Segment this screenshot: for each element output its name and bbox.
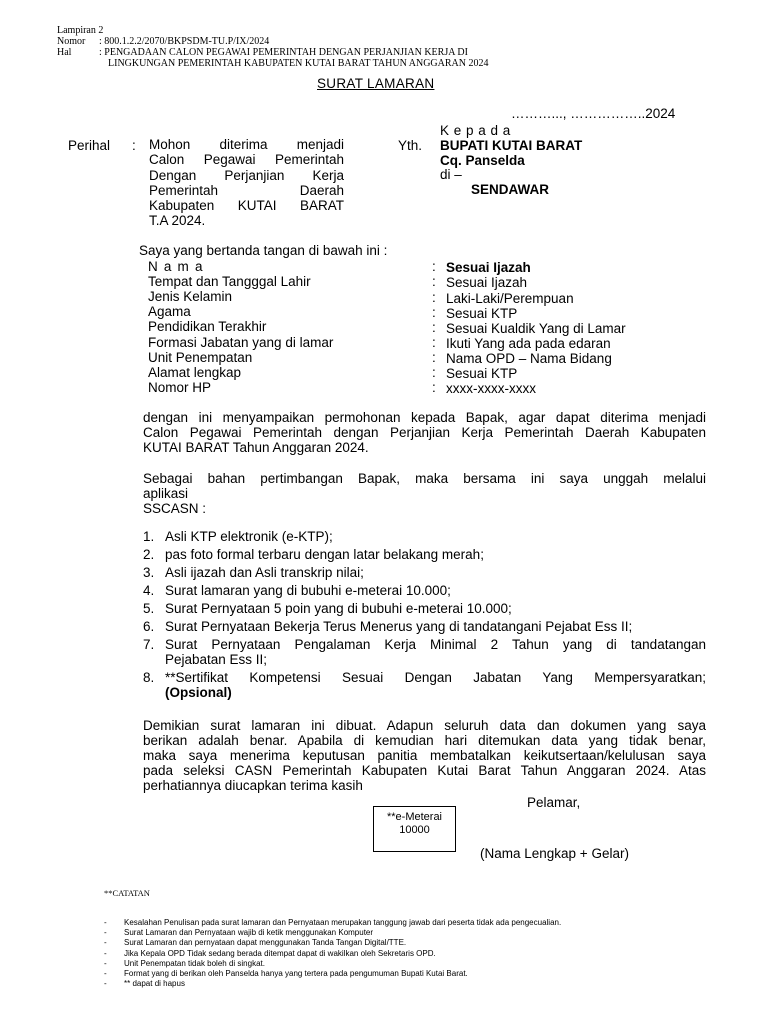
di-label: di –: [440, 167, 462, 182]
list-number: 4.: [143, 583, 155, 598]
note-text: ** dapat di hapus: [124, 979, 185, 989]
lampiran-label: Lampiran 2: [57, 25, 104, 36]
list-number: 1.: [143, 529, 155, 544]
field-colon: :: [432, 320, 436, 335]
list-text: **Sertifikat Kompetensi Sesuai Dengan Jabatan Yang Mempersyaratkan;: [165, 670, 706, 685]
field-label: Alamat lengkap: [148, 365, 242, 380]
field-label: Agama: [148, 304, 191, 319]
perihal-line: Calon Pegawai Pemerintah: [149, 152, 344, 168]
field-label: Unit Penempatan: [148, 350, 253, 365]
list-number: 3.: [143, 565, 155, 580]
document-title: SURAT LAMARAN: [317, 76, 435, 91]
field-label: Nomor HP: [148, 380, 212, 395]
perihal-line: Pemerintah Daerah: [149, 182, 344, 198]
list-number: 2.: [143, 547, 155, 562]
field-label: Jenis Kelamin: [148, 289, 233, 304]
kepada-label: K e p a d a: [440, 123, 511, 138]
note-item: [104, 928, 561, 938]
field-value: xxxx-xxxx-xxxx: [446, 381, 536, 396]
paragraph-line: dengan ini menyampaikan permohonan kepada Bapak, agar dapat diterima menjadi: [143, 410, 706, 425]
place-name: SENDAWAR: [471, 182, 550, 197]
hal-label: Hal: [57, 47, 72, 58]
document-list: [143, 529, 706, 703]
note-item: [104, 959, 561, 969]
nomor-label: Nomor: [57, 36, 86, 47]
list-item: [143, 529, 706, 544]
note-item: [104, 969, 561, 979]
field-label: Tempat dan Tangggal Lahir: [148, 274, 311, 289]
note-bullet: -: [104, 969, 107, 979]
intro-text: Saya yang bertanda tangan di bawah ini :: [139, 243, 388, 258]
field-value: Sesuai Kualdik Yang di Lamar: [446, 321, 626, 336]
perihal-line: Dengan Perjanjian Kerja: [149, 167, 344, 183]
paragraph-line: Calon Pegawai Pemerintah dengan Perjanjian Kerja Pemerintah Daerah Kabupaten: [143, 425, 706, 440]
paragraph-line: KUTAI BARAT Tahun Anggaran 2024.: [143, 440, 369, 455]
list-text: Surat lamaran yang di bubuhi e-meterai 10.000;: [165, 583, 451, 598]
field-value: Sesuai KTP: [446, 306, 518, 321]
perihal-text: [149, 137, 344, 229]
hal-value-line2: LINGKUNGAN PEMERINTAH KABUPATEN KUTAI BARAT TAHUN ANGGARAN 2024: [108, 58, 489, 69]
note-text: Unit Penempatan tidak boleh di singkat.: [124, 958, 265, 968]
field-value: Nama OPD – Nama Bidang: [446, 351, 612, 366]
list-item: [143, 601, 706, 616]
perihal-line: Mohon diterima menjadi: [149, 137, 344, 152]
field-colon: :: [432, 335, 436, 350]
paragraph-line: berikan adalah benar. Apabila di kemudian hari ditemukan data yang tidak benar,: [143, 733, 706, 748]
note-bullet: -: [104, 958, 107, 968]
list-item: [143, 583, 706, 598]
list-number: 6.: [143, 619, 155, 634]
cq-panselda: Cq. Panselda: [440, 153, 525, 168]
paragraph-line: aplikasi: [143, 486, 189, 501]
list-text: Surat Pernyataan Pengalaman Kerja Minimal 2 Tahun yang di tandatangan: [165, 637, 706, 652]
field-value: Sesuai Ijazah: [446, 260, 531, 275]
note-bullet: -: [104, 928, 107, 938]
field-label: N a m a: [148, 259, 204, 274]
list-item: [143, 619, 706, 634]
note-text: Surat Lamaran dan pernyataan dapat menggunakan Tanda Tangan Digital/TTE.: [124, 938, 407, 948]
list-item: [143, 547, 706, 562]
meterai-label: **e-Meterai: [386, 811, 443, 823]
field-value: Laki-Laki/Perempuan: [446, 291, 574, 306]
perihal-line: Kabupaten KUTAI BARAT: [149, 198, 344, 214]
field-colon: :: [432, 380, 436, 395]
note-text: Format yang di berikan oleh Panselda hanya yang tertera pada pengumuman Bupati Kutai Barat.: [124, 969, 468, 979]
list-text: Surat Pernyataan 5 poin yang di bubuhi e-meterai 10.000;: [165, 601, 512, 616]
paragraph-line: maka saya menerima keputusan panitia membatalkan keikutsertaan/kelulusan saya: [143, 748, 706, 763]
field-label: Pendidikan Terakhir: [148, 319, 267, 334]
list-number: 5.: [143, 601, 155, 616]
paragraph-line: Sebagai bahan pertimbangan Bapak, maka bersama ini saya unggah melalui: [143, 471, 706, 486]
note-bullet: -: [104, 918, 107, 927]
perihal-colon: :: [132, 138, 136, 153]
list-text: pas foto formal terbaru dengan latar belakang merah;: [165, 547, 484, 562]
list-number: 8.: [143, 670, 155, 685]
note-bullet: -: [104, 979, 107, 989]
paragraph-line: pada seleksi CASN Pemerintah Kabupaten Kutai Barat Tahun Anggaran 2024. Atas: [143, 763, 706, 778]
field-value: Sesuai Ijazah: [446, 275, 528, 290]
field-colon: :: [432, 259, 436, 274]
note-text: Jika Kepala OPD Tidak sedang berada ditempat dapat di wakilkan oleh Sekretaris OPD.: [124, 948, 436, 958]
note-item: [104, 979, 561, 989]
list-text-optional: (Opsional): [165, 685, 232, 700]
e-meterai-box: [373, 806, 456, 852]
field-label: Formasi Jabatan yang di lamar: [148, 335, 334, 350]
note-item: [104, 918, 561, 928]
list-text: Surat Pernyataan Bekerja Terus Menerus yang di tandatangani Pejabat Ess II;: [165, 619, 633, 634]
list-text: Asli KTP elektronik (e-KTP);: [165, 529, 333, 544]
recipient-name: BUPATI KUTAI BARAT: [440, 138, 583, 153]
note-bullet: -: [104, 948, 107, 958]
yth-label: Yth.: [398, 138, 423, 153]
note-bullet: -: [104, 938, 107, 948]
note-item: [104, 938, 561, 948]
list-item: [143, 565, 706, 580]
paragraph-line: SSCASN :: [143, 501, 207, 516]
attachment-intro-paragraph: [143, 471, 706, 516]
list-item: [143, 637, 706, 667]
applicant-name-placeholder: (Nama Lengkap + Gelar): [480, 846, 629, 861]
field-colon: :: [432, 290, 436, 305]
paragraph-line: perhatiannya diucapkan terima kasih: [143, 778, 363, 793]
notes-list: [104, 918, 561, 989]
list-text: Asli ijazah dan Asli transkrip nilai;: [165, 565, 364, 580]
field-colon: :: [432, 350, 436, 365]
note-item: [104, 949, 561, 959]
list-number: 7.: [143, 637, 155, 652]
pelamar-label: Pelamar,: [527, 795, 581, 810]
list-item: [143, 670, 706, 700]
field-value: Ikuti Yang ada pada edaran: [446, 336, 611, 351]
field-colon: :: [432, 365, 436, 380]
list-text: Pejabatan Ess II;: [165, 652, 268, 667]
field-colon: :: [432, 274, 436, 289]
closing-paragraph: [143, 718, 706, 793]
date-line: ………..., ……………..2024: [511, 106, 676, 121]
note-text: Surat Lamaran dan Pernyataan wajib di ketik menggunakan Komputer: [124, 928, 374, 938]
request-paragraph: [143, 410, 706, 455]
notes-heading: **CATATAN: [104, 888, 150, 898]
field-colon: :: [432, 305, 436, 320]
paragraph-line: Demikian surat lamaran ini dibuat. Adapun seluruh data dan dokumen yang saya: [143, 718, 706, 733]
field-value: Sesuai KTP: [446, 366, 518, 381]
perihal-label: Perihal: [68, 138, 111, 153]
note-text: Kesalahan Penulisan pada surat lamaran dan Pernyataan merupakan tanggung jawab dari peserta tidak ada pengecualian.: [124, 918, 562, 927]
meterai-value: 10000: [399, 824, 430, 836]
nomor-value: : 800.1.2.2/2070/BKPSDM-TU.P/IX/2024: [99, 36, 270, 47]
perihal-line: T.A 2024.: [149, 213, 206, 229]
hal-value-line1: : PENGADAAN CALON PEGAWAI PEMERINTAH DENGAN PERJANJIAN KERJA DI: [99, 47, 468, 58]
